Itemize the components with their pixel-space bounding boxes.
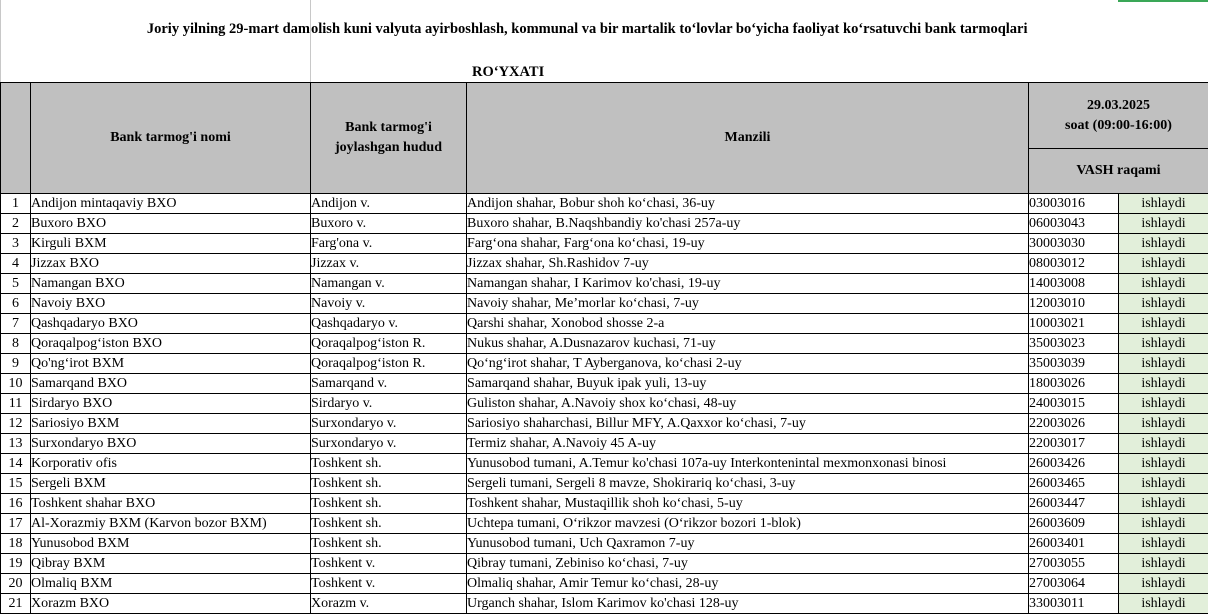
region-cell[interactable]: Jizzax v. xyxy=(311,254,467,274)
branch-name-cell[interactable]: Qo'ng‘irot BXM xyxy=(31,354,311,374)
region-cell[interactable]: Toshkent sh. xyxy=(311,534,467,554)
address-cell[interactable]: Qibray tumani, Zebiniso ko‘chasi, 7-uy xyxy=(467,554,1029,574)
address-cell[interactable]: Qarshi shahar, Xonobod shosse 2-a xyxy=(467,314,1029,334)
title-divider xyxy=(310,0,311,82)
address-cell[interactable]: Namangan shahar, I Karimov ko'chasi, 19-uy xyxy=(467,274,1029,294)
table-row[interactable] xyxy=(1,594,1208,614)
row-number[interactable]: 17 xyxy=(1,514,31,534)
region-cell[interactable]: Navoiy v. xyxy=(311,294,467,314)
table-row[interactable] xyxy=(1,194,1208,214)
address-cell[interactable]: Sergeli tumani, Sergeli 8 mavze, Shokirariq ko‘chasi, 3-uy xyxy=(467,474,1029,494)
row-number[interactable]: 9 xyxy=(1,354,31,374)
address-cell[interactable]: Sariosiyo shaharchasi, Billur MFY, A.Qaxxor ko‘chasi, 7-uy xyxy=(467,414,1029,434)
address-cell[interactable]: Qo‘ng‘irot shahar, T Ayberganova, ko‘chasi 2-uy xyxy=(467,354,1029,374)
address-cell[interactable]: Termiz shahar, A.Navoiy 45 A-uy xyxy=(467,434,1029,454)
status-cell[interactable]: ishlaydi xyxy=(1119,494,1208,514)
vash-code-cell[interactable]: 24003015 xyxy=(1029,394,1119,414)
vash-code-cell[interactable]: 08003012 xyxy=(1029,254,1119,274)
branch-name-cell[interactable]: Sariosiyo BXM xyxy=(31,414,311,434)
status-cell[interactable]: ishlaydi xyxy=(1119,534,1208,554)
row-number[interactable]: 2 xyxy=(1,214,31,234)
table-row[interactable] xyxy=(1,374,1208,394)
status-cell[interactable]: ishlaydi xyxy=(1119,194,1208,214)
address-cell[interactable]: Yunusobod tumani, Uch Qaxramon 7-uy xyxy=(467,534,1029,554)
vash-code-cell[interactable]: 06003043 xyxy=(1029,214,1119,234)
region-cell[interactable]: Qoraqalpog‘iston R. xyxy=(311,354,467,374)
row-number[interactable]: 12 xyxy=(1,414,31,434)
table-row[interactable] xyxy=(1,294,1208,314)
row-number[interactable]: 20 xyxy=(1,574,31,594)
row-number[interactable]: 1 xyxy=(1,194,31,214)
title-area xyxy=(0,0,1208,82)
region-cell[interactable]: Samarqand v. xyxy=(311,374,467,394)
address-cell[interactable]: Olmaliq shahar, Amir Temur ko‘chasi, 28-uy xyxy=(467,574,1029,594)
table-row[interactable] xyxy=(1,354,1208,374)
table-row[interactable] xyxy=(1,514,1208,534)
address-cell[interactable]: Samarqand shahar, Buyuk ipak yuli, 13-uy xyxy=(467,374,1029,394)
status-cell[interactable]: ishlaydi xyxy=(1119,594,1208,614)
branch-name-cell[interactable]: Navoiy BXO xyxy=(31,294,311,314)
address-cell[interactable]: Toshkent shahar, Mustaqillik shoh ko‘chasi, 5-uy xyxy=(467,494,1029,514)
address-cell[interactable]: Nukus shahar, A.Dusnazarov kuchasi, 71-uy xyxy=(467,334,1029,354)
row-number[interactable]: 5 xyxy=(1,274,31,294)
row-number[interactable]: 15 xyxy=(1,474,31,494)
branch-name-cell[interactable]: Samarqand BXO xyxy=(31,374,311,394)
region-cell[interactable]: Andijon v. xyxy=(311,194,467,214)
selection-indicator xyxy=(1118,0,1208,2)
title-part-right: olish kuni valyuta ayirboshlash, kommunal va bir martalik to‘lovlar bo‘yicha faoliyat ko‘rsatuvchi bank tarmoqlari xyxy=(311,21,1028,37)
table-row[interactable] xyxy=(1,214,1208,234)
address-cell[interactable]: Guliston shahar, A.Navoiy shox ko‘chasi, 48-uy xyxy=(467,394,1029,414)
status-cell[interactable]: ishlaydi xyxy=(1119,234,1208,254)
vash-code-cell[interactable]: 03003016 xyxy=(1029,194,1119,214)
status-cell[interactable]: ishlaydi xyxy=(1119,214,1208,234)
vash-code-cell[interactable]: 10003021 xyxy=(1029,314,1119,334)
row-number[interactable]: 8 xyxy=(1,334,31,354)
region-cell[interactable]: Qoraqalpog‘iston R. xyxy=(311,334,467,354)
table-row[interactable] xyxy=(1,274,1208,294)
vash-code-cell[interactable]: 26003426 xyxy=(1029,454,1119,474)
region-cell[interactable]: Qashqadaryo v. xyxy=(311,314,467,334)
region-cell[interactable]: Toshkent v. xyxy=(311,554,467,574)
address-cell[interactable]: Jizzax shahar, Sh.Rashidov 7-uy xyxy=(467,254,1029,274)
header-name: Bank tarmog'i nomi xyxy=(31,83,311,194)
row-number[interactable]: 16 xyxy=(1,494,31,514)
vash-code-cell[interactable]: 22003017 xyxy=(1029,434,1119,454)
table-row[interactable] xyxy=(1,314,1208,334)
row-number[interactable]: 4 xyxy=(1,254,31,274)
table-row[interactable] xyxy=(1,394,1208,414)
row-number[interactable]: 10 xyxy=(1,374,31,394)
table-row[interactable] xyxy=(1,534,1208,554)
branch-name-cell[interactable]: Sirdaryo BXO xyxy=(31,394,311,414)
status-cell[interactable]: ishlaydi xyxy=(1119,474,1208,494)
status-cell[interactable]: ishlaydi xyxy=(1119,454,1208,474)
vash-code-cell[interactable]: 26003447 xyxy=(1029,494,1119,514)
address-cell[interactable]: Yunusobod tumani, A.Temur ko'chasi 107a-uy Interkontenintal mexmonxonasi binosi xyxy=(467,454,1029,474)
status-cell[interactable]: ishlaydi xyxy=(1119,554,1208,574)
status-cell[interactable]: ishlaydi xyxy=(1119,414,1208,434)
branch-name-cell[interactable]: Toshkent shahar BXO xyxy=(31,494,311,514)
region-cell[interactable]: Surxondaryo v. xyxy=(311,434,467,454)
branch-name-cell[interactable]: Al-Xorazmiy BXM (Karvon bozor BXM) xyxy=(31,514,311,534)
row-number[interactable]: 19 xyxy=(1,554,31,574)
branch-name-cell[interactable]: Yunusobod BXM xyxy=(31,534,311,554)
vash-code-cell[interactable]: 14003008 xyxy=(1029,274,1119,294)
header-region-label: Bank tarmog'i joylashgan hudud xyxy=(334,120,442,155)
title-part-left: Joriy yilning 29-mart dam xyxy=(146,21,310,37)
region-cell[interactable]: Toshkent sh. xyxy=(311,514,467,534)
table-body xyxy=(1,194,1208,614)
row-number[interactable]: 13 xyxy=(1,434,31,454)
table-row[interactable] xyxy=(1,254,1208,274)
table-row[interactable] xyxy=(1,574,1208,594)
status-cell[interactable]: ishlaydi xyxy=(1119,394,1208,414)
branch-name-cell[interactable]: Surxondaryo BXO xyxy=(31,434,311,454)
row-number[interactable]: 11 xyxy=(1,394,31,414)
region-cell[interactable]: Buxoro v. xyxy=(311,214,467,234)
region-cell[interactable]: Toshkent sh. xyxy=(311,474,467,494)
region-cell[interactable]: Xorazm v. xyxy=(311,594,467,614)
address-cell[interactable]: Andijon shahar, Bobur shoh ko‘chasi, 36-uy xyxy=(467,194,1029,214)
vash-code-cell[interactable]: 35003039 xyxy=(1029,354,1119,374)
region-cell[interactable]: Toshkent sh. xyxy=(311,494,467,514)
branch-name-cell[interactable]: Qashqadaryo BXO xyxy=(31,314,311,334)
region-cell[interactable]: Toshkent v. xyxy=(311,574,467,594)
address-cell[interactable]: Uchtepa tumani, O‘rikzor mavzesi (O‘rikzor bozori 1-blok) xyxy=(467,514,1029,534)
document-subtitle: RO‘YXATI xyxy=(472,64,545,80)
table-row[interactable] xyxy=(1,454,1208,474)
branch-name-cell[interactable]: Korporativ ofis xyxy=(31,454,311,474)
vash-code-cell[interactable]: 35003023 xyxy=(1029,334,1119,354)
table-row[interactable] xyxy=(1,434,1208,454)
vash-code-cell[interactable]: 27003055 xyxy=(1029,554,1119,574)
address-cell[interactable]: Urganch shahar, Islom Karimov ko'chasi 128-uy xyxy=(467,594,1029,614)
status-cell[interactable]: ishlaydi xyxy=(1119,574,1208,594)
region-cell[interactable]: Surxondaryo v. xyxy=(311,414,467,434)
status-cell[interactable]: ishlaydi xyxy=(1119,274,1208,294)
vash-code-cell[interactable]: 33003011 xyxy=(1029,594,1119,614)
header-hours: soat (09:00-16:00) xyxy=(1065,117,1172,133)
title-border-left xyxy=(0,0,1,82)
address-cell[interactable]: Buxoro shahar, B.Naqshbandiy ko'chasi 257a-uy xyxy=(467,214,1029,234)
row-number[interactable]: 18 xyxy=(1,534,31,554)
status-cell[interactable]: ishlaydi xyxy=(1119,374,1208,394)
vash-code-cell[interactable]: 18003026 xyxy=(1029,374,1119,394)
branch-name-cell[interactable]: Jizzax BXO xyxy=(31,254,311,274)
region-cell[interactable]: Sirdaryo v. xyxy=(311,394,467,414)
header-number xyxy=(1,83,31,194)
branch-name-cell[interactable]: Andijon mintaqaviy BXO xyxy=(31,194,311,214)
vash-code-cell[interactable]: 26003609 xyxy=(1029,514,1119,534)
status-cell[interactable]: ishlaydi xyxy=(1119,514,1208,534)
table-row[interactable] xyxy=(1,494,1208,514)
region-cell[interactable]: Farg'ona v. xyxy=(311,234,467,254)
table-row[interactable] xyxy=(1,414,1208,434)
row-number[interactable]: 6 xyxy=(1,294,31,314)
row-number[interactable]: 7 xyxy=(1,314,31,334)
branch-name-cell[interactable]: Namangan BXO xyxy=(31,274,311,294)
status-cell[interactable]: ishlaydi xyxy=(1119,294,1208,314)
region-cell[interactable]: Toshkent sh. xyxy=(311,454,467,474)
branch-name-cell[interactable]: Kirguli BXM xyxy=(31,234,311,254)
vash-code-cell[interactable]: 30003030 xyxy=(1029,234,1119,254)
vash-code-cell[interactable]: 26003401 xyxy=(1029,534,1119,554)
branch-name-cell[interactable]: Sergeli BXM xyxy=(31,474,311,494)
vash-code-cell[interactable]: 12003010 xyxy=(1029,294,1119,314)
row-number[interactable]: 14 xyxy=(1,454,31,474)
table-row[interactable] xyxy=(1,334,1208,354)
row-number[interactable]: 21 xyxy=(1,594,31,614)
table-row[interactable] xyxy=(1,474,1208,494)
header-vash: VASH raqami xyxy=(1029,149,1208,194)
vash-code-cell[interactable]: 22003026 xyxy=(1029,414,1119,434)
vash-code-cell[interactable]: 27003064 xyxy=(1029,574,1119,594)
status-cell[interactable]: ishlaydi xyxy=(1119,354,1208,374)
header-date: 29.03.2025 xyxy=(1087,97,1150,113)
row-number[interactable]: 3 xyxy=(1,234,31,254)
status-cell[interactable]: ishlaydi xyxy=(1119,434,1208,454)
branch-name-cell[interactable]: Buxoro BXO xyxy=(31,214,311,234)
branch-name-cell[interactable]: Qibray BXM xyxy=(31,554,311,574)
branch-name-cell[interactable]: Xorazm BXO xyxy=(31,594,311,614)
table-row[interactable] xyxy=(1,234,1208,254)
address-cell[interactable]: Farg‘ona shahar, Farg‘ona ko‘chasi, 19-uy xyxy=(467,234,1029,254)
branch-name-cell[interactable]: Olmaliq BXM xyxy=(31,574,311,594)
vash-code-cell[interactable]: 26003465 xyxy=(1029,474,1119,494)
header-region xyxy=(311,83,467,194)
status-cell[interactable]: ishlaydi xyxy=(1119,314,1208,334)
table-row[interactable] xyxy=(1,554,1208,574)
status-cell[interactable]: ishlaydi xyxy=(1119,254,1208,274)
region-cell[interactable]: Namangan v. xyxy=(311,274,467,294)
branch-name-cell[interactable]: Qoraqalpog‘iston BXO xyxy=(31,334,311,354)
status-cell[interactable]: ishlaydi xyxy=(1119,334,1208,354)
bank-branches-table xyxy=(0,82,1208,614)
header-address: Manzili xyxy=(467,83,1029,194)
address-cell[interactable]: Navoiy shahar, Me’morlar ko‘chasi, 7-uy xyxy=(467,294,1029,314)
header-date-cell xyxy=(1029,83,1208,149)
